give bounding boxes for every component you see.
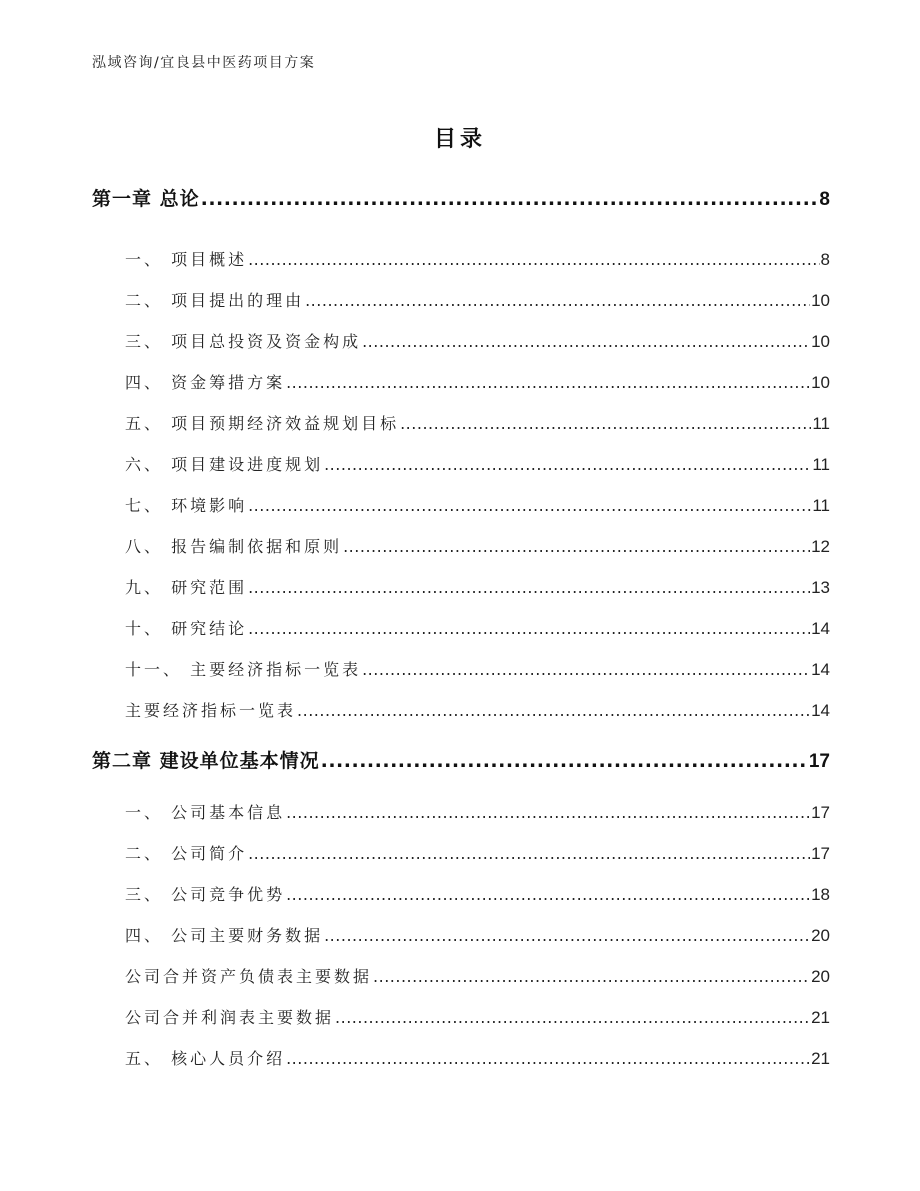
toc-page-number: 21 [811,1049,830,1068]
dot-leader [286,1049,810,1068]
dot-leader [286,373,810,392]
toc-entry-label: 五、 项目预期经济效益规划目标 [125,414,400,433]
toc-entry-label: 第二章 建设单位基本情况 [92,750,320,772]
toc-entry-label: 第一章 总论 [92,188,200,210]
dot-leader [362,660,810,679]
toc-page-number: 11 [812,496,830,515]
dot-leader [335,1008,810,1027]
toc-entry-label: 四、 公司主要财务数据 [125,926,324,945]
toc-page-number: 17 [811,844,830,863]
toc-page-number: 13 [811,578,830,597]
toc-entry-label: 十一、 主要经济指标一览表 [125,660,362,679]
dot-leader [248,578,810,597]
toc-section-entry[interactable] [125,247,830,270]
toc-section-entry[interactable] [125,616,830,639]
dot-leader [321,750,808,772]
dot-leader [248,496,811,515]
toc-page-number: 14 [811,660,830,679]
toc-entry-label: 一、 公司基本信息 [125,803,286,822]
toc-section-entry[interactable] [125,411,830,434]
toc-page-number: 14 [811,701,830,720]
toc-page-number: 10 [811,373,830,392]
dot-leader [297,701,810,720]
toc-page-number: 20 [811,967,830,986]
toc-section-entry[interactable] [125,964,830,987]
toc-section-entry[interactable] [125,1046,830,1069]
toc-section-entry[interactable] [125,575,830,598]
toc-section-entry[interactable] [125,452,830,475]
dot-leader [362,332,810,351]
toc-section-entry[interactable] [125,370,830,393]
toc-entry-label: 九、 研究范围 [125,578,248,597]
dot-leader [286,885,810,904]
toc-page-number: 8 [819,189,830,210]
toc-entry-label: 二、 项目提出的理由 [125,291,305,310]
dot-leader [286,803,810,822]
dot-leader [248,844,810,863]
dot-leader [324,926,810,945]
toc-chapter-entry[interactable] [92,746,830,773]
toc-section-entry[interactable] [125,698,830,721]
toc-page-number: 10 [811,332,830,351]
dot-leader [373,967,810,986]
dot-leader [248,619,810,638]
dot-leader [305,291,810,310]
dot-leader [324,455,811,474]
toc-page-number: 10 [811,291,830,310]
toc-entry-label: 四、 资金筹措方案 [125,373,286,392]
toc-entry-label: 二、 公司简介 [125,844,248,863]
toc-page-number: 14 [811,619,830,638]
document-header: 泓域咨询/宜良县中医药项目方案 [92,55,316,71]
toc-page-number: 21 [811,1008,830,1027]
toc-section-entry[interactable] [125,534,830,557]
toc-entry-label: 五、 核心人员介绍 [125,1049,286,1068]
toc-section-entry[interactable] [125,1005,830,1028]
toc-entry-label: 主要经济指标一览表 [125,701,297,720]
toc-chapter-entry[interactable] [92,184,830,211]
toc-page-number: 17 [808,751,830,772]
toc-page-number: 20 [811,926,830,945]
toc-section-entry[interactable] [125,329,830,352]
dot-leader [248,250,819,269]
toc-section-entry[interactable] [125,882,830,905]
toc-section-entry[interactable] [125,493,830,516]
toc-section-entry[interactable] [125,841,830,864]
toc-entry-label: 公司合并资产负债表主要数据 [125,967,373,986]
toc-entry-label: 一、 项目概述 [125,250,248,269]
dot-leader [343,537,810,556]
toc-entry-label: 八、 报告编制依据和原则 [125,537,343,556]
toc-section-entry[interactable] [125,288,830,311]
toc-section-entry[interactable] [125,923,830,946]
dot-leader [201,188,819,210]
toc-page-number: 11 [812,414,830,433]
toc-section-entry[interactable] [125,657,830,680]
toc-entry-label: 公司合并利润表主要数据 [125,1008,335,1027]
toc-page-number: 11 [812,455,830,474]
toc-entry-label: 七、 环境影响 [125,496,248,515]
toc-page-number: 18 [811,885,830,904]
toc-page-number: 17 [811,803,830,822]
toc-entry-label: 十、 研究结论 [125,619,248,638]
page-title: 目录 [433,127,486,152]
toc-entry-label: 三、 项目总投资及资金构成 [125,332,362,351]
toc-page-number: 12 [811,537,830,556]
dot-leader [400,414,811,433]
toc-section-entry[interactable] [125,800,830,823]
toc-entry-label: 六、 项目建设进度规划 [125,455,324,474]
toc-page-number: 8 [820,250,830,269]
toc-entry-label: 三、 公司竞争优势 [125,885,286,904]
